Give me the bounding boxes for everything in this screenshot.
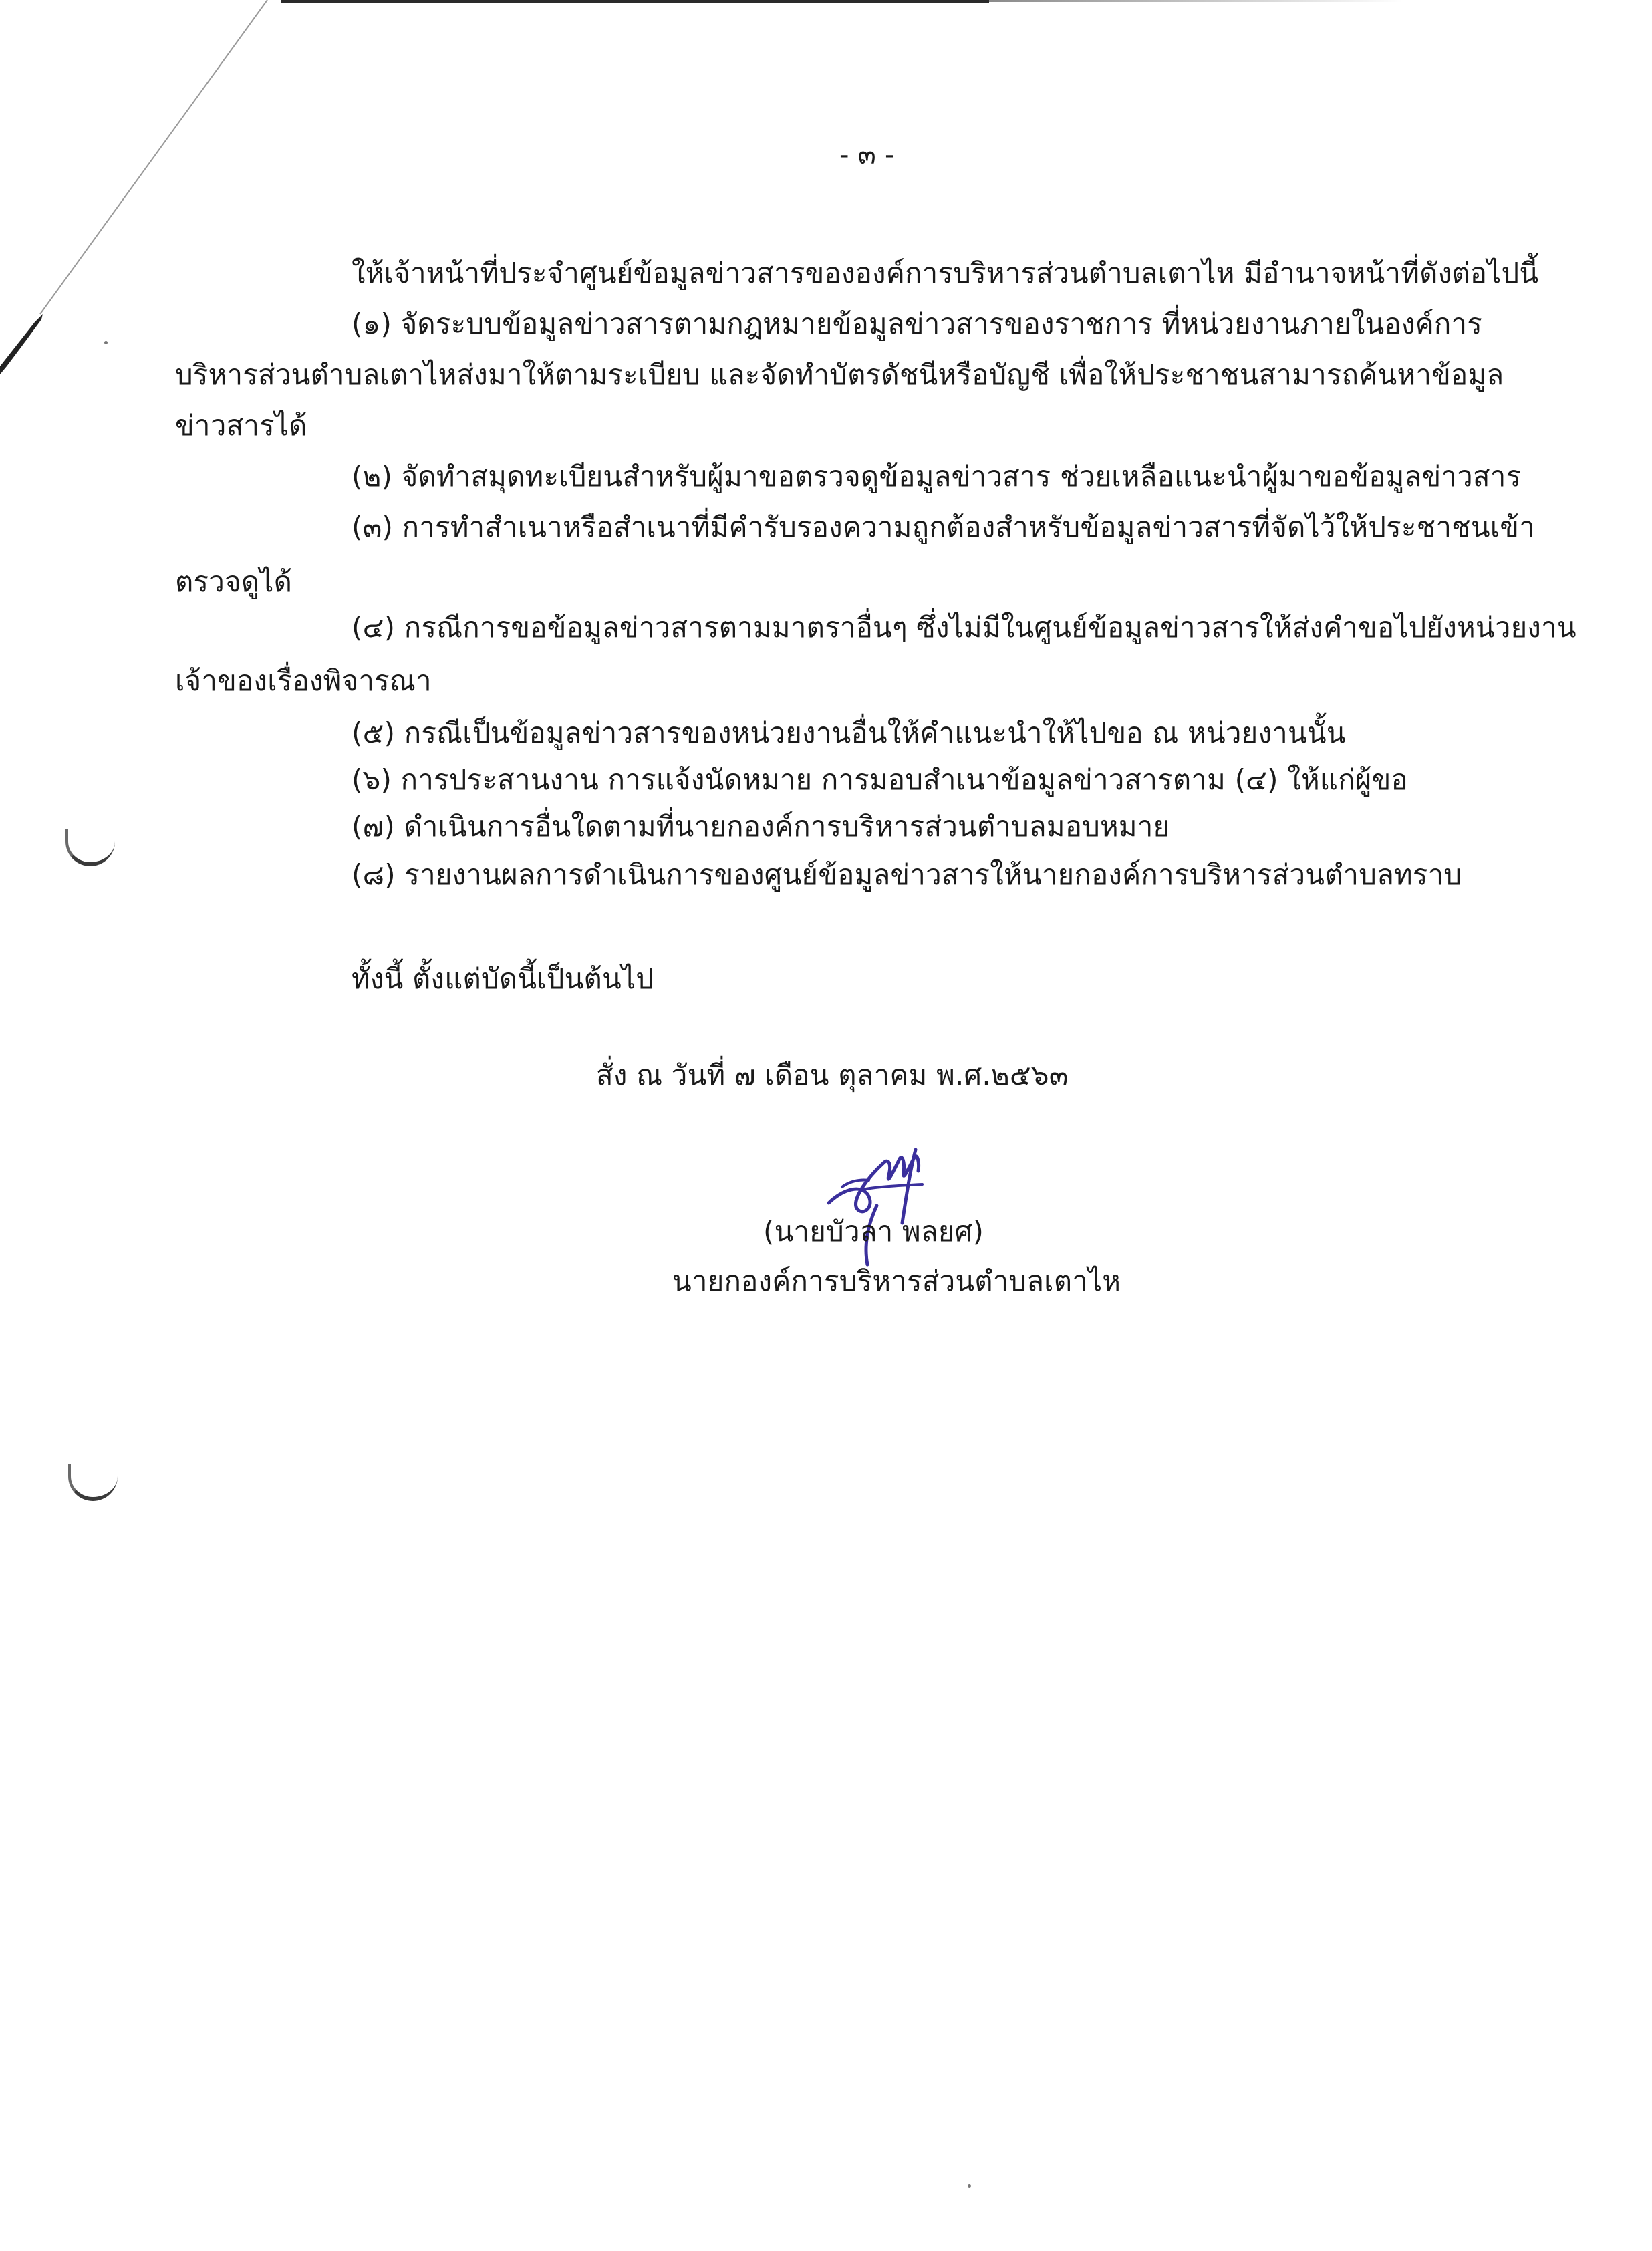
handwritten-signature (822, 1123, 949, 1230)
scan-speck (104, 341, 108, 344)
signer-title: นายกองค์การบริหารส่วนตำบลเตาไห (672, 1265, 1121, 1297)
scan-edge (281, 0, 989, 3)
list-item-line: ข่าวสารได้ (175, 409, 307, 442)
page-number: - ๓ - (839, 140, 895, 170)
list-item-line: (๘) รายงานผลการดำเนินการของศูนย์ข้อมูลข่าวสารให้นายกองค์การบริหารส่วนตำบลทราบ (352, 858, 1462, 891)
list-item-line: เจ้าของเรื่องพิจารณา (175, 664, 432, 697)
scan-speck (968, 2184, 971, 2188)
signer-name: (นายบัวลา พลยศ) (763, 1215, 984, 1248)
list-item-line: (๖) การประสานงาน การแจ้งนัดหมาย การมอบสำเนาข้อมูลข่าวสารตาม (๔) ให้แก่ผู้ขอ (352, 763, 1408, 796)
list-item-line: บริหารส่วนตำบลเตาไหส่งมาให้ตามระเบียบ และจัดทำบัตรดัชนีหรือบัญชี เพื่อให้ประชาชนสามารถค้นหาข้อมูล (175, 358, 1504, 391)
list-item-line: ตรวจดูได้ (175, 565, 293, 598)
list-item-line: (๕) กรณีเป็นข้อมูลข่าวสารของหน่วยงานอื่นให้คำแนะนำให้ไปขอ ณ หน่วยงานนั้น (352, 716, 1346, 749)
scan-edge-fade (989, 0, 1403, 2)
list-item-line: (๔) กรณีการขอข้อมูลข่าวสารตามมาตราอื่นๆ ซึ่งไม่มีในศูนย์ข้อมูลข่าวสารให้ส่งคำขอไปยังหน่วยงาน (352, 611, 1576, 644)
punch-hole (65, 829, 115, 866)
intro-paragraph: ให้เจ้าหน้าที่ประจำศูนย์ข้อมูลข่าวสารขององค์การบริหารส่วนตำบลเตาไห มีอำนาจหน้าที่ดังต่อไปนี้ (352, 257, 1539, 289)
date-line: สั่ง ณ วันที่ ๗ เดือน ตุลาคม พ.ศ.๒๕๖๓ (596, 1059, 1069, 1091)
list-item-line: (๒) จัดทำสมุดทะเบียนสำหรับผู้มาขอตรวจดูข้อมูลข่าวสาร ช่วยเหลือแนะนำผู้มาขอข้อมูลข่าวสาร (352, 460, 1522, 493)
punch-hole (68, 1464, 118, 1501)
list-item-line: (๑) จัดระบบข้อมูลข่าวสารตามกฎหมายข้อมูลข่าวสารของราชการ ที่หน่วยงานภายในองค์การ (352, 307, 1483, 340)
effective-statement: ทั้งนี้ ตั้งแต่บัดนี้เป็นต้นไป (352, 962, 654, 995)
list-item-line: (๗) ดำเนินการอื่นใดตามที่นายกองค์การบริหารส่วนตำบลมอบหมาย (352, 810, 1170, 843)
list-item-line: (๓) การทำสำเนาหรือสำเนาที่มีคำรับรองความถูกต้องสำหรับข้อมูลข่าวสารที่จัดไว้ให้ประชาชนเข้า (352, 511, 1536, 543)
